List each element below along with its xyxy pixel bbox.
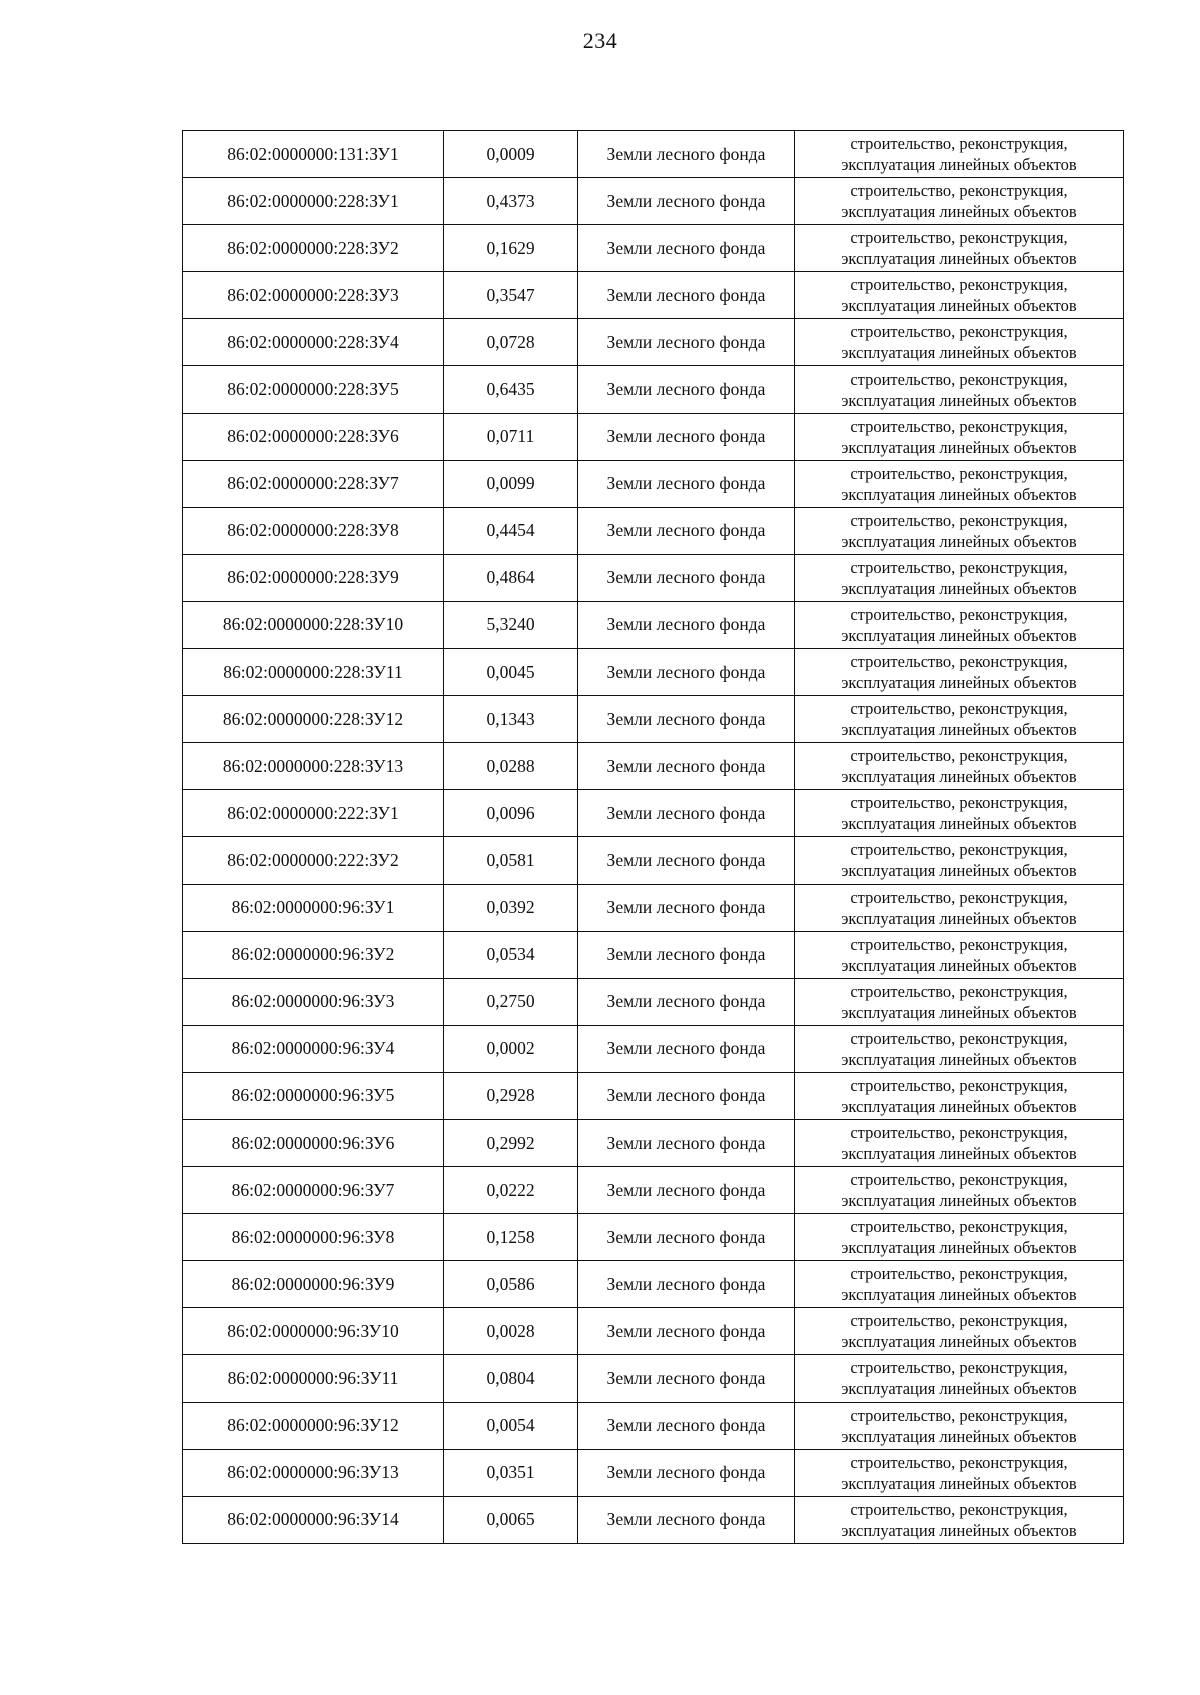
land-category-cell: Земли лесного фонда bbox=[578, 225, 795, 272]
permitted-use-line-1: строительство, реконструкция, bbox=[850, 322, 1068, 342]
table-row bbox=[183, 696, 1124, 743]
cadastral-number-cell: 86:02:0000000:96:ЗУ5 bbox=[183, 1072, 444, 1119]
table-row bbox=[183, 978, 1124, 1025]
permitted-use-line-2: эксплуатация линейных объектов bbox=[841, 767, 1077, 787]
cadastral-number-cell: 86:02:0000000:228:ЗУ3 bbox=[183, 272, 444, 319]
cadastral-number-cell: 86:02:0000000:228:ЗУ7 bbox=[183, 460, 444, 507]
cadastral-number-cell: 86:02:0000000:228:ЗУ12 bbox=[183, 696, 444, 743]
permitted-use-cell bbox=[795, 1261, 1124, 1308]
area-cell: 0,2750 bbox=[444, 978, 578, 1025]
permitted-use-line-2: эксплуатация линейных объектов bbox=[841, 155, 1077, 175]
permitted-use-line-1: строительство, реконструкция, bbox=[850, 887, 1068, 907]
area-cell: 0,4454 bbox=[444, 507, 578, 554]
permitted-use-line-2: эксплуатация линейных объектов bbox=[841, 1379, 1077, 1399]
permitted-use-line-1: строительство, реконструкция, bbox=[850, 1170, 1068, 1190]
land-category-cell: Земли лесного фонда bbox=[578, 1167, 795, 1214]
land-plots-table bbox=[182, 130, 1124, 1544]
page-number: 234 bbox=[582, 28, 618, 53]
cadastral-number-cell: 86:02:0000000:96:ЗУ14 bbox=[183, 1496, 444, 1543]
table-row bbox=[183, 601, 1124, 648]
cadastral-number-cell: 86:02:0000000:96:ЗУ10 bbox=[183, 1308, 444, 1355]
permitted-use-line-2: эксплуатация линейных объектов bbox=[841, 296, 1077, 316]
permitted-use-line-2: эксплуатация линейных объектов bbox=[841, 1520, 1077, 1540]
area-cell: 0,0581 bbox=[444, 837, 578, 884]
permitted-use-line-1: строительство, реконструкция, bbox=[850, 1405, 1068, 1425]
permitted-use-line-2: эксплуатация линейных объектов bbox=[841, 861, 1077, 881]
land-category-cell: Земли лесного фонда bbox=[578, 413, 795, 460]
land-category-cell: Земли лесного фонда bbox=[578, 1449, 795, 1496]
table-row bbox=[183, 131, 1124, 178]
permitted-use-line-2: эксплуатация линейных объектов bbox=[841, 202, 1077, 222]
area-cell: 0,0065 bbox=[444, 1496, 578, 1543]
permitted-use-cell bbox=[795, 1449, 1124, 1496]
permitted-use-line-1: строительство, реконструкция, bbox=[850, 652, 1068, 672]
land-category-cell: Земли лесного фонда bbox=[578, 1402, 795, 1449]
permitted-use-line-1: строительство, реконструкция, bbox=[850, 1075, 1068, 1095]
area-cell: 0,0002 bbox=[444, 1025, 578, 1072]
permitted-use-line-2: эксплуатация линейных объектов bbox=[841, 1285, 1077, 1305]
land-category-cell: Земли лесного фонда bbox=[578, 1025, 795, 1072]
permitted-use-line-2: эксплуатация линейных объектов bbox=[841, 437, 1077, 457]
permitted-use-cell bbox=[795, 366, 1124, 413]
land-category-cell: Земли лесного фонда bbox=[578, 1072, 795, 1119]
cadastral-number-cell: 86:02:0000000:228:ЗУ6 bbox=[183, 413, 444, 460]
area-cell: 0,0534 bbox=[444, 931, 578, 978]
permitted-use-cell bbox=[795, 978, 1124, 1025]
land-category-cell: Земли лесного фонда bbox=[578, 1214, 795, 1261]
area-cell: 0,0054 bbox=[444, 1402, 578, 1449]
cadastral-number-cell: 86:02:0000000:96:ЗУ13 bbox=[183, 1449, 444, 1496]
cadastral-number-cell: 86:02:0000000:131:ЗУ1 bbox=[183, 131, 444, 178]
table-row bbox=[183, 1214, 1124, 1261]
area-cell: 0,0099 bbox=[444, 460, 578, 507]
permitted-use-line-2: эксплуатация линейных объектов bbox=[841, 814, 1077, 834]
land-category-cell: Земли лесного фонда bbox=[578, 837, 795, 884]
cadastral-number-cell: 86:02:0000000:222:ЗУ1 bbox=[183, 790, 444, 837]
table-body bbox=[183, 131, 1124, 1544]
permitted-use-line-1: строительство, реконструкция, bbox=[850, 557, 1068, 577]
land-category-cell: Земли лесного фонда bbox=[578, 507, 795, 554]
permitted-use-line-2: эксплуатация линейных объектов bbox=[841, 720, 1077, 740]
permitted-use-line-2: эксплуатация линейных объектов bbox=[841, 249, 1077, 269]
permitted-use-cell bbox=[795, 1308, 1124, 1355]
permitted-use-line-1: строительство, реконструкция, bbox=[850, 746, 1068, 766]
permitted-use-cell bbox=[795, 1355, 1124, 1402]
table-row bbox=[183, 1355, 1124, 1402]
table-row bbox=[183, 319, 1124, 366]
area-cell: 0,2992 bbox=[444, 1119, 578, 1166]
cadastral-number-cell: 86:02:0000000:96:ЗУ4 bbox=[183, 1025, 444, 1072]
land-category-cell: Земли лесного фонда bbox=[578, 1119, 795, 1166]
cadastral-number-cell: 86:02:0000000:96:ЗУ3 bbox=[183, 978, 444, 1025]
permitted-use-line-1: строительство, реконструкция, bbox=[850, 1499, 1068, 1519]
area-cell: 0,0045 bbox=[444, 649, 578, 696]
permitted-use-cell bbox=[795, 225, 1124, 272]
permitted-use-cell bbox=[795, 272, 1124, 319]
area-cell: 0,0711 bbox=[444, 413, 578, 460]
cadastral-number-cell: 86:02:0000000:228:ЗУ13 bbox=[183, 743, 444, 790]
area-cell: 0,0096 bbox=[444, 790, 578, 837]
cadastral-number-cell: 86:02:0000000:96:ЗУ8 bbox=[183, 1214, 444, 1261]
table-row bbox=[183, 884, 1124, 931]
area-cell: 0,0351 bbox=[444, 1449, 578, 1496]
cadastral-number-cell: 86:02:0000000:96:ЗУ7 bbox=[183, 1167, 444, 1214]
land-category-cell: Земли лесного фонда bbox=[578, 366, 795, 413]
permitted-use-line-2: эксплуатация линейных объектов bbox=[841, 625, 1077, 645]
permitted-use-cell bbox=[795, 1025, 1124, 1072]
permitted-use-cell bbox=[795, 743, 1124, 790]
area-cell: 0,3547 bbox=[444, 272, 578, 319]
area-cell: 0,0586 bbox=[444, 1261, 578, 1308]
land-category-cell: Земли лесного фонда bbox=[578, 743, 795, 790]
land-category-cell: Земли лесного фонда bbox=[578, 696, 795, 743]
permitted-use-line-1: строительство, реконструкция, bbox=[850, 699, 1068, 719]
permitted-use-line-1: строительство, реконструкция, bbox=[850, 1452, 1068, 1472]
cadastral-number-cell: 86:02:0000000:96:ЗУ12 bbox=[183, 1402, 444, 1449]
area-cell: 0,4373 bbox=[444, 178, 578, 225]
permitted-use-line-2: эксплуатация линейных объектов bbox=[841, 1002, 1077, 1022]
permitted-use-line-1: строительство, реконструкция, bbox=[850, 1217, 1068, 1237]
permitted-use-cell bbox=[795, 413, 1124, 460]
area-cell: 0,0804 bbox=[444, 1355, 578, 1402]
land-category-cell: Земли лесного фонда bbox=[578, 272, 795, 319]
permitted-use-cell bbox=[795, 1072, 1124, 1119]
area-cell: 5,3240 bbox=[444, 601, 578, 648]
table-row bbox=[183, 507, 1124, 554]
table-row bbox=[183, 1072, 1124, 1119]
permitted-use-line-1: строительство, реконструкция, bbox=[850, 1028, 1068, 1048]
table-row bbox=[183, 1449, 1124, 1496]
cadastral-number-cell: 86:02:0000000:228:ЗУ10 bbox=[183, 601, 444, 648]
area-cell: 0,0222 bbox=[444, 1167, 578, 1214]
permitted-use-line-2: эксплуатация линейных объектов bbox=[841, 1473, 1077, 1493]
permitted-use-cell bbox=[795, 696, 1124, 743]
permitted-use-cell bbox=[795, 1214, 1124, 1261]
cadastral-number-cell: 86:02:0000000:96:ЗУ11 bbox=[183, 1355, 444, 1402]
permitted-use-line-2: эксплуатация линейных объектов bbox=[841, 484, 1077, 504]
area-cell: 0,4864 bbox=[444, 554, 578, 601]
permitted-use-line-1: строительство, реконструкция, bbox=[850, 1358, 1068, 1378]
permitted-use-line-1: строительство, реконструкция, bbox=[850, 604, 1068, 624]
permitted-use-line-1: строительство, реконструкция, bbox=[850, 1123, 1068, 1143]
land-category-cell: Земли лесного фонда bbox=[578, 1355, 795, 1402]
permitted-use-cell bbox=[795, 837, 1124, 884]
cadastral-number-cell: 86:02:0000000:96:ЗУ6 bbox=[183, 1119, 444, 1166]
permitted-use-line-2: эксплуатация линейных объектов bbox=[841, 1049, 1077, 1069]
table-row bbox=[183, 837, 1124, 884]
cadastral-number-cell: 86:02:0000000:228:ЗУ11 bbox=[183, 649, 444, 696]
cadastral-number-cell: 86:02:0000000:228:ЗУ2 bbox=[183, 225, 444, 272]
land-category-cell: Земли лесного фонда bbox=[578, 1308, 795, 1355]
land-category-cell: Земли лесного фонда bbox=[578, 131, 795, 178]
cadastral-number-cell: 86:02:0000000:222:ЗУ2 bbox=[183, 837, 444, 884]
land-category-cell: Земли лесного фонда bbox=[578, 884, 795, 931]
table-row bbox=[183, 649, 1124, 696]
permitted-use-line-2: эксплуатация линейных объектов bbox=[841, 1144, 1077, 1164]
permitted-use-line-2: эксплуатация линейных объектов bbox=[841, 908, 1077, 928]
permitted-use-cell bbox=[795, 507, 1124, 554]
table-row bbox=[183, 1025, 1124, 1072]
permitted-use-line-2: эксплуатация линейных объектов bbox=[841, 1191, 1077, 1211]
permitted-use-line-2: эксплуатация линейных объектов bbox=[841, 1096, 1077, 1116]
land-category-cell: Земли лесного фонда bbox=[578, 649, 795, 696]
land-category-cell: Земли лесного фонда bbox=[578, 601, 795, 648]
permitted-use-cell bbox=[795, 884, 1124, 931]
cadastral-number-cell: 86:02:0000000:96:ЗУ1 bbox=[183, 884, 444, 931]
land-category-cell: Земли лесного фонда bbox=[578, 460, 795, 507]
area-cell: 0,0288 bbox=[444, 743, 578, 790]
permitted-use-cell bbox=[795, 554, 1124, 601]
land-category-cell: Земли лесного фонда bbox=[578, 978, 795, 1025]
permitted-use-line-1: строительство, реконструкция, bbox=[850, 228, 1068, 248]
cadastral-number-cell: 86:02:0000000:228:ЗУ1 bbox=[183, 178, 444, 225]
land-category-cell: Земли лесного фонда bbox=[578, 554, 795, 601]
permitted-use-line-1: строительство, реконструкция, bbox=[850, 369, 1068, 389]
table-row bbox=[183, 1402, 1124, 1449]
permitted-use-line-2: эксплуатация линейных объектов bbox=[841, 955, 1077, 975]
table-row bbox=[183, 178, 1124, 225]
permitted-use-line-2: эксплуатация линейных объектов bbox=[841, 578, 1077, 598]
table-row bbox=[183, 554, 1124, 601]
land-category-cell: Земли лесного фонда bbox=[578, 790, 795, 837]
table-row bbox=[183, 413, 1124, 460]
table-row bbox=[183, 272, 1124, 319]
table-row bbox=[183, 1496, 1124, 1543]
area-cell: 0,2928 bbox=[444, 1072, 578, 1119]
permitted-use-line-2: эксплуатация линейных объектов bbox=[841, 1238, 1077, 1258]
land-category-cell: Земли лесного фонда bbox=[578, 1496, 795, 1543]
permitted-use-cell bbox=[795, 131, 1124, 178]
permitted-use-line-1: строительство, реконструкция, bbox=[850, 510, 1068, 530]
permitted-use-line-2: эксплуатация линейных объектов bbox=[841, 1332, 1077, 1352]
permitted-use-line-2: эксплуатация линейных объектов bbox=[841, 673, 1077, 693]
permitted-use-line-1: строительство, реконструкция, bbox=[850, 840, 1068, 860]
permitted-use-line-1: строительство, реконструкция, bbox=[850, 181, 1068, 201]
table-row bbox=[183, 1308, 1124, 1355]
permitted-use-cell bbox=[795, 1167, 1124, 1214]
permitted-use-cell bbox=[795, 1496, 1124, 1543]
area-cell: 0,0028 bbox=[444, 1308, 578, 1355]
area-cell: 0,1343 bbox=[444, 696, 578, 743]
permitted-use-line-1: строительство, реконструкция, bbox=[850, 416, 1068, 436]
permitted-use-cell bbox=[795, 790, 1124, 837]
land-category-cell: Земли лесного фонда bbox=[578, 319, 795, 366]
permitted-use-cell bbox=[795, 319, 1124, 366]
table-row bbox=[183, 743, 1124, 790]
permitted-use-cell bbox=[795, 460, 1124, 507]
land-category-cell: Земли лесного фонда bbox=[578, 1261, 795, 1308]
permitted-use-cell bbox=[795, 178, 1124, 225]
table-row bbox=[183, 1261, 1124, 1308]
land-category-cell: Земли лесного фонда bbox=[578, 178, 795, 225]
permitted-use-line-2: эксплуатация линейных объектов bbox=[841, 531, 1077, 551]
cadastral-number-cell: 86:02:0000000:228:ЗУ8 bbox=[183, 507, 444, 554]
table-row bbox=[183, 366, 1124, 413]
cadastral-number-cell: 86:02:0000000:96:ЗУ2 bbox=[183, 931, 444, 978]
table-row bbox=[183, 931, 1124, 978]
permitted-use-line-1: строительство, реконструкция, bbox=[850, 463, 1068, 483]
table-row bbox=[183, 225, 1124, 272]
table-row bbox=[183, 460, 1124, 507]
permitted-use-line-2: эксплуатация линейных объектов bbox=[841, 343, 1077, 363]
permitted-use-line-1: строительство, реконструкция, bbox=[850, 1311, 1068, 1331]
table-row bbox=[183, 1119, 1124, 1166]
permitted-use-line-2: эксплуатация линейных объектов bbox=[841, 390, 1077, 410]
cadastral-number-cell: 86:02:0000000:228:ЗУ9 bbox=[183, 554, 444, 601]
permitted-use-line-1: строительство, реконструкция, bbox=[850, 934, 1068, 954]
area-cell: 0,6435 bbox=[444, 366, 578, 413]
permitted-use-cell bbox=[795, 601, 1124, 648]
permitted-use-cell bbox=[795, 1119, 1124, 1166]
permitted-use-line-2: эксплуатация линейных объектов bbox=[841, 1426, 1077, 1446]
table-row bbox=[183, 1167, 1124, 1214]
permitted-use-line-1: строительство, реконструкция, bbox=[850, 1264, 1068, 1284]
cadastral-number-cell: 86:02:0000000:228:ЗУ4 bbox=[183, 319, 444, 366]
area-cell: 0,0392 bbox=[444, 884, 578, 931]
permitted-use-cell bbox=[795, 1402, 1124, 1449]
area-cell: 0,0009 bbox=[444, 131, 578, 178]
permitted-use-line-1: строительство, реконструкция, bbox=[850, 793, 1068, 813]
cadastral-number-cell: 86:02:0000000:228:ЗУ5 bbox=[183, 366, 444, 413]
permitted-use-cell bbox=[795, 649, 1124, 696]
cadastral-number-cell: 86:02:0000000:96:ЗУ9 bbox=[183, 1261, 444, 1308]
permitted-use-line-1: строительство, реконструкция, bbox=[850, 981, 1068, 1001]
permitted-use-line-1: строительство, реконструкция, bbox=[850, 134, 1068, 154]
permitted-use-cell bbox=[795, 931, 1124, 978]
table-row bbox=[183, 790, 1124, 837]
permitted-use-line-1: строительство, реконструкция, bbox=[850, 275, 1068, 295]
land-category-cell: Земли лесного фонда bbox=[578, 931, 795, 978]
area-cell: 0,1629 bbox=[444, 225, 578, 272]
area-cell: 0,1258 bbox=[444, 1214, 578, 1261]
area-cell: 0,0728 bbox=[444, 319, 578, 366]
